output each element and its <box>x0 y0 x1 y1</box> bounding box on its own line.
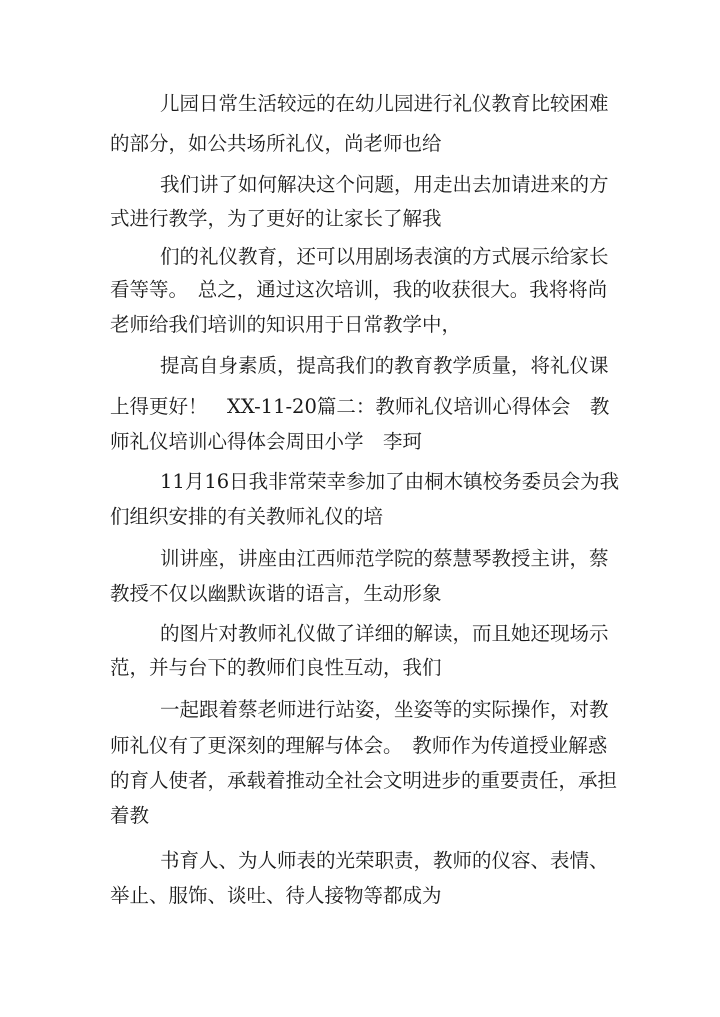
text-line: 式进行教学，为了更好的让家长了解我 <box>110 207 442 230</box>
text-line: 儿园日常生活较远的在幼儿园进行礼仪教育比较困难 <box>160 92 609 115</box>
text-line: 11月16日我非常荣幸参加了由桐木镇校务委员会为我 <box>160 470 620 493</box>
text-line: 一起跟着蔡老师进行站姿，坐姿等的实际操作，对教 <box>160 698 609 721</box>
text-line: 师礼仪有了更深刻的理解与体会。 教师作为传道授业解惑 <box>110 734 608 757</box>
text-line: 看等等。 总之，通过这次培训，我的收获很大。我将将尚 <box>110 278 608 301</box>
text-line: 师礼仪培训心得体会周田小学 李珂 <box>110 430 423 453</box>
text-line: 上得更好！ XX-11-20篇二：教师礼仪培训心得体会 教 <box>110 395 610 418</box>
text-line: 提高自身素质，提高我们的教育教学质量，将礼仪课 <box>160 354 609 377</box>
text-line: 的育人使者，承载着推动全社会文明进步的重要责任，承担 <box>110 769 618 792</box>
text-line: 老师给我们培训的知识用于日常教学中， <box>110 313 462 336</box>
text-line: 们的礼仪教育，还可以用剧场表演的方式展示给家长 <box>160 245 609 268</box>
text-line: 着教 <box>110 804 150 827</box>
text-line: 的图片对教师礼仪做了详细的解读，而且她还现场示 <box>160 622 609 645</box>
text-line: 我们讲了如何解决这个问题，用走出去加请进来的方 <box>160 173 609 196</box>
text-line: 范，并与台下的教师们良性互动，我们 <box>110 656 442 679</box>
text-line: 书育人、为人师表的光荣职责，教师的仪容、表情、 <box>160 849 609 872</box>
text-line: 训讲座，讲座由江西师范学院的蔡慧琴教授主讲，蔡 <box>160 547 609 570</box>
text-line: 的部分，如公共场所礼仪，尚老师也给 <box>110 132 442 155</box>
text-line: 举止、服饰、谈吐、待人接物等都成为 <box>110 884 442 907</box>
text-line: 们组织安排的有关教师礼仪的培 <box>110 505 384 528</box>
text-line: 教授不仅以幽默诙谐的语言，生动形象 <box>110 582 442 605</box>
